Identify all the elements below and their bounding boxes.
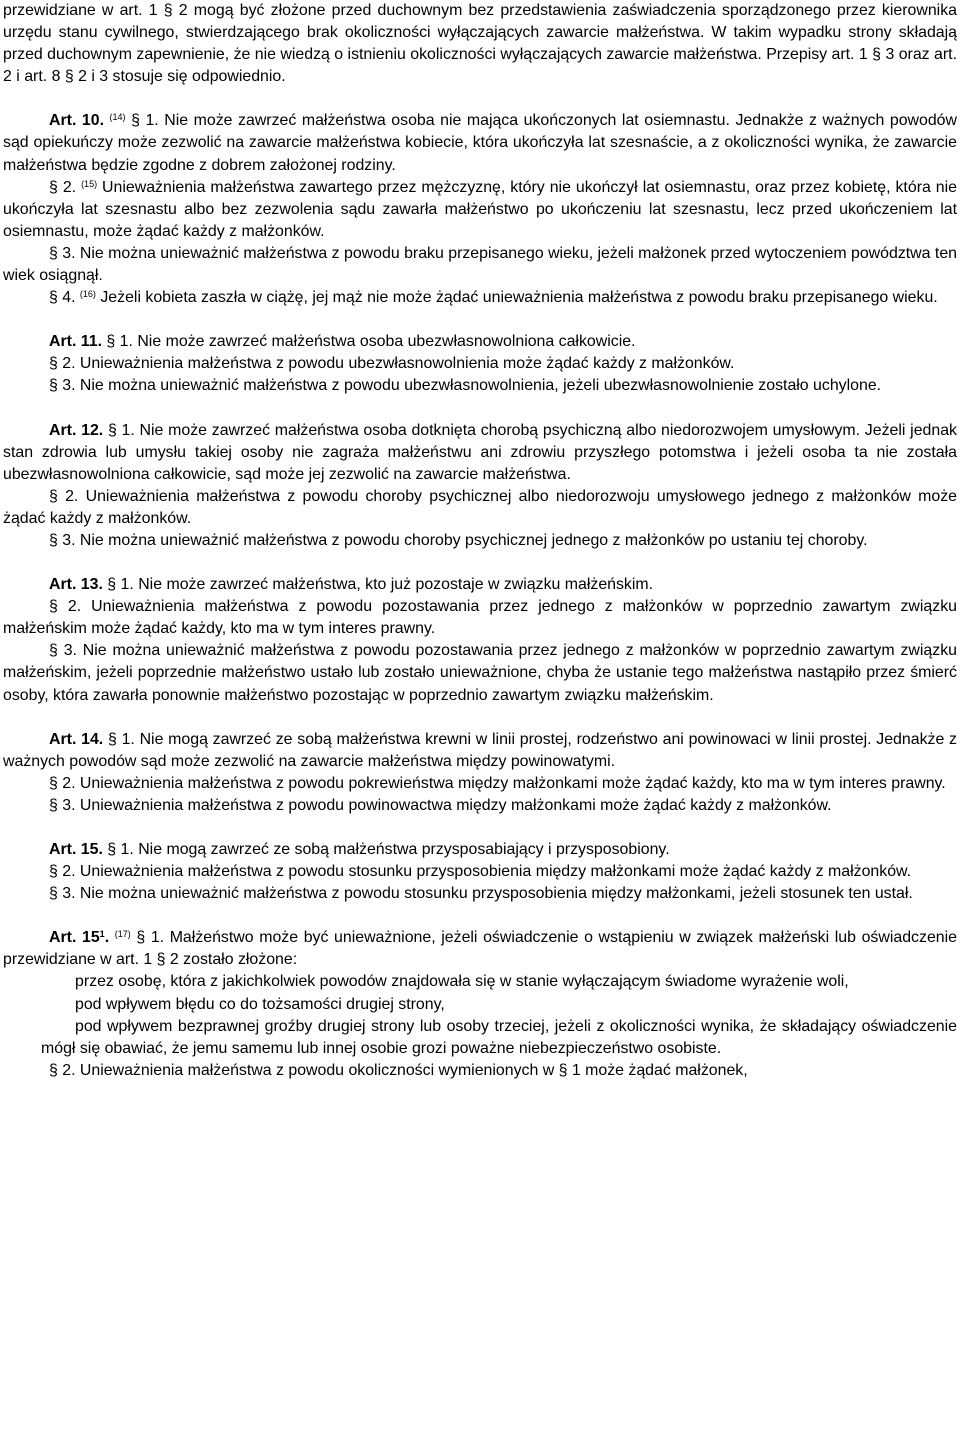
text-run: przez osobę, która z jakichkolwiek powodów znajdowała się w stanie wyłączającym świadome wyrażenie woli, — [75, 973, 849, 991]
text-run: § 3. Nie można unieważnić małżeństwa z powodu braku przepisanego wieku, jeżeli małżonek przed wytoczeniem powództwa ten wiek osiągnął. — [3, 244, 958, 285]
article-heading: Art. 10. — [49, 112, 104, 130]
text-run: Unieważnienia małżeństwa zawartego przez mężczyznę, który nie ukończył lat osiemnastu, oraz przez kobietę, która nie ukończyła lat szesnastu albo bez zezwolenia sądu zawarła małżeństwo po ukończeniu lat szesnastu, lecz przed ukończeniem lat osiemnastu, może żądać każdy z małżonków. — [3, 178, 958, 240]
paragraph-art11-3 — [3, 375, 957, 397]
paragraph-art14-3 — [3, 795, 957, 817]
list-item-number — [3, 1016, 75, 1038]
text-run: § 2. Unieważnienia małżeństwa z powodu choroby psychicznej albo niedorozwoju umysłowego jednego z małżonków może żądać każdy z małżonków. — [3, 487, 957, 527]
paragraph-art13-3 — [3, 640, 957, 706]
article-heading: Art. 13. — [49, 576, 103, 594]
paragraph-art10-3 — [3, 243, 957, 287]
list-item-number — [3, 994, 75, 1016]
paragraph-art10-2 — [3, 177, 957, 243]
paragraph-art12-2 — [3, 486, 957, 530]
paragraph-art12-1 — [3, 420, 957, 486]
list-item — [3, 971, 957, 993]
text-run: § 1. Nie może zawrzeć małżeństwa osoba ubezwłasnowolniona całkowicie. — [102, 333, 636, 351]
paragraph-art10-4 — [3, 287, 957, 309]
article-heading: Art. 12. — [49, 421, 104, 439]
text-run: § 3. Nie można unieważnić małżeństwa z powodu stosunku przysposobienia między małżonkami, jeżeli stosunek ten ustał. — [49, 885, 913, 903]
text-run: § 3. Unieważnienia małżeństwa z powodu powinowactwa między małżonkami może żądać każdy z małżonków. — [49, 796, 832, 814]
text-run: § 1. Nie mogą zawrzeć ze sobą małżeństwa krewni w linii prostej, rodzeństwo ani powinowaci w linii prostej. Jednakże z ważnych powodów sąd może zezwolić na zawarcie małżeństwa między powinowatymi. — [3, 730, 957, 770]
text-run: § 2. Unieważnienia małżeństwa z powodu pozostawania przez jednego z małżonków w poprzednio zawartym związku małżeńskim może żądać każdy, kto ma w tym interes prawny. — [3, 598, 957, 638]
paragraph-art12-3 — [3, 530, 957, 552]
footnote-ref: (15) — [81, 178, 98, 189]
article-heading: Art. 11. — [49, 333, 102, 351]
paragraph-p0 — [3, 0, 957, 88]
text-run: § 3. Nie można unieważnić małżeństwa z powodu ubezwłasnowolnienia, jeżeli ubezwłasnowolnienie zostało uchylone. — [49, 377, 882, 395]
text-run: § 1. Nie może zawrzeć małżeństwa osoba dotknięta chorobą psychiczną albo niedorozwojem umysłowym. Jeżeli jednak stan zdrowia lub umysłu takiej osoby nie zagraża małżeństwu ani zdrowiu przyszłego potomstwa i jeżeli osoba ta nie została ubezwłasnowolniona całkowicie, sąd może jej zezwolić na zawarcie małżeństwa. — [3, 421, 958, 483]
footnote-ref: (14) — [109, 112, 126, 123]
footnote-ref: (17) — [114, 929, 131, 940]
list-item — [3, 994, 957, 1016]
article-heading: . — [104, 929, 110, 947]
list-item-number — [3, 971, 75, 993]
text-run: § 2. Unieważnienia małżeństwa z powodu pokrewieństwa między małżonkami może żądać każdy, kto ma w tym interes prawny. — [49, 774, 946, 792]
text-run: § 3. Nie można unieważnić małżeństwa z powodu pozostawania przez jednego z małżonków w poprzednio zawartym związku małżeńskim, jeżeli poprzednie małżeństwo ustało lub zostało unieważnione, chyba że ustanie tego małżeństwa nastąpiło przez śmierć osoby, która zawarła ponownie małżeństwo pozostając w poprzednio zawartym związku małżeńskim. — [3, 642, 957, 704]
text-run: § 2. Unieważnienia małżeństwa z powodu okoliczności wymienionych w § 1 może żądać małżonek, — [49, 1061, 748, 1079]
list-item — [3, 1016, 957, 1060]
paragraph-art13-2 — [3, 596, 957, 640]
paragraph-art11-2 — [3, 353, 957, 375]
text-run: § 2. Unieważnienia małżeństwa z powodu stosunku przysposobienia między małżonkami może żądać każdy z małżonków. — [49, 863, 912, 881]
text-run: § 2. — [49, 178, 82, 196]
footnote-ref: 1 — [99, 929, 105, 940]
text-run: Jeżeli kobieta zaszła w ciążę, jej mąż nie może żądać unieważnienia małżeństwa z powodu braku przepisanego wieku. — [95, 289, 938, 307]
paragraph-art15-3 — [3, 883, 957, 905]
article-heading: Art. 14. — [49, 730, 104, 748]
footnote-ref: (16) — [79, 289, 96, 300]
article-heading: Art. 15 — [49, 929, 100, 947]
paragraph-art14-1 — [3, 729, 957, 773]
text-run: § 1. Małżeństwo może być unieważnione, jeżeli oświadczenie o wstąpieniu w związek małżeński lub oświadczenie przewidziane w art. 1 § 2 zostało złożone: — [3, 929, 957, 969]
paragraph-art151-2 — [3, 1060, 957, 1082]
text-run: § 4. — [49, 289, 80, 307]
text-run: pod wpływem bezprawnej groźby drugiej strony lub osoby trzeciej, jeżeli z okoliczności wynika, że składający oświadczenie mógł się obawiać, że jemu samemu lub innej osobie grozi poważne niebezpieczeństwo osobiste. — [41, 1017, 957, 1057]
text-run: § 1. Nie może zawrzeć małżeństwa, kto już pozostaje w związku małżeńskim. — [102, 576, 654, 594]
paragraph-art10-1 — [3, 110, 957, 176]
text-run: § 1. Nie mogą zawrzeć ze sobą małżeństwa przysposabiający i przysposobiony. — [102, 841, 670, 858]
text-run: § 3. Nie można unieważnić małżeństwa z powodu choroby psychicznej jednego z małżonków po ustaniu tej choroby. — [49, 531, 868, 549]
paragraph-art14-2 — [3, 773, 957, 795]
text-run: przewidziane w art. 1 § 2 mogą być złożone przed duchownym bez przedstawienia zaświadczenia sporządzonego przez kierownika urzędu stanu cywilnego, stwierdzającego brak okoliczności wyłączających zawarcie małżeństwa. W takim wypadku strony składają przed duchownym zapewnienie, że nie wiedzą o istnieniu okoliczności wyłączających zawarcie małżeństwa. Przepisy art. 1 § 3 oraz art. 2 i art. 8 § 2 i 3 stosuje się odpowiednio. — [3, 2, 957, 86]
paragraph-art13-1 — [3, 574, 957, 596]
text-run: § 2. Unieważnienia małżeństwa z powodu ubezwłasnowolnienia może żądać każdy z małżonków. — [49, 355, 735, 373]
text-run: pod wpływem błędu co do tożsamości drugiej strony, — [75, 995, 445, 1013]
paragraph-art11-1 — [3, 331, 957, 353]
article-heading: Art. 15. — [49, 841, 103, 858]
paragraph-art15-1 — [3, 839, 957, 861]
paragraph-art15-2 — [3, 861, 957, 883]
text-run: § 1. Nie może zawrzeć małżeństwa osoba nie mająca ukończonych lat osiemnastu. Jednakże z ważnych powodów sąd opiekuńczy może zezwolić na zawarcie małżeństwa kobiecie, która ukończyła lat szesnaście, a z okoliczności wynika, że zawarcie małżeństwa będzie zgodne z dobrem założonej rodziny. — [3, 112, 958, 174]
paragraph-art151-1 — [3, 927, 957, 971]
